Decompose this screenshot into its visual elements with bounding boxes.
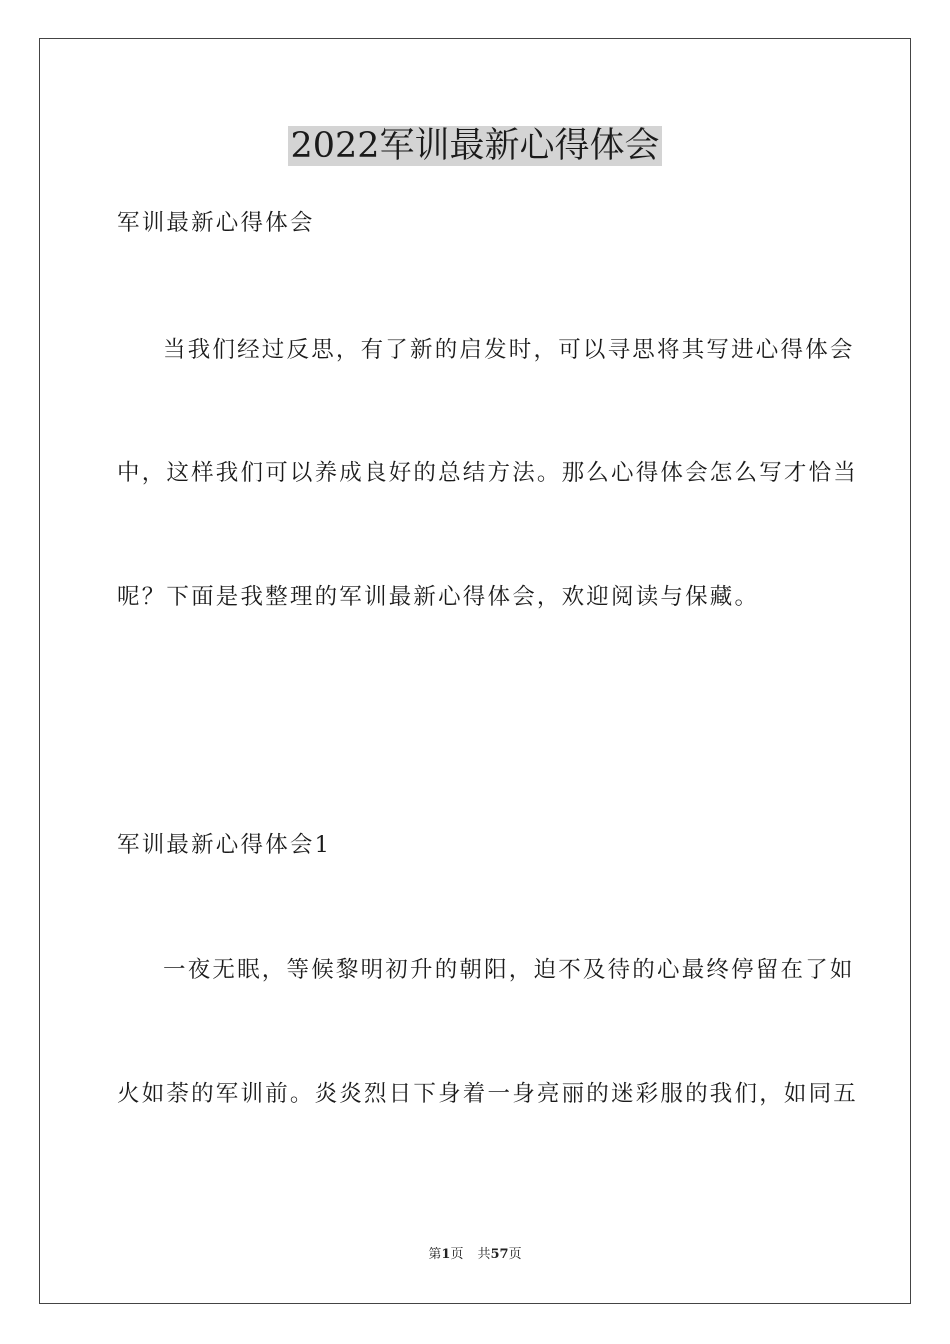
page-footer <box>0 1246 950 1264</box>
page-suffix: 页 <box>450 1247 464 1262</box>
intro-line-2: 中，这样我们可以养成良好的总结方法。那么心得体会怎么写才恰当 <box>117 460 859 486</box>
body-line-2: 火如荼的军训前。炎炎烈日下身着一身亮丽的迷彩服的我们，如同五 <box>117 1081 859 1107</box>
total-pages: 57 <box>490 1247 509 1262</box>
page-prefix: 第 <box>428 1247 442 1262</box>
body-line-1: 一夜无眠，等候黎明初升的朝阳，迫不及待的心最终停留在了如 <box>163 957 855 983</box>
total-suffix: 页 <box>508 1247 522 1262</box>
total-prefix: 共 <box>477 1247 491 1262</box>
title-highlight: 2022军训最新心得体会 <box>290 126 660 166</box>
section-heading: 军训最新心得体会1 <box>117 832 332 858</box>
subtitle: 军训最新心得体会 <box>117 210 315 236</box>
document-title <box>0 124 950 168</box>
intro-line-1: 当我们经过反思，有了新的启发时，可以寻思将其写进心得体会 <box>163 337 855 363</box>
page-number: 1 <box>441 1247 451 1262</box>
intro-line-3: 呢？下面是我整理的军训最新心得体会，欢迎阅读与保藏。 <box>117 584 760 610</box>
